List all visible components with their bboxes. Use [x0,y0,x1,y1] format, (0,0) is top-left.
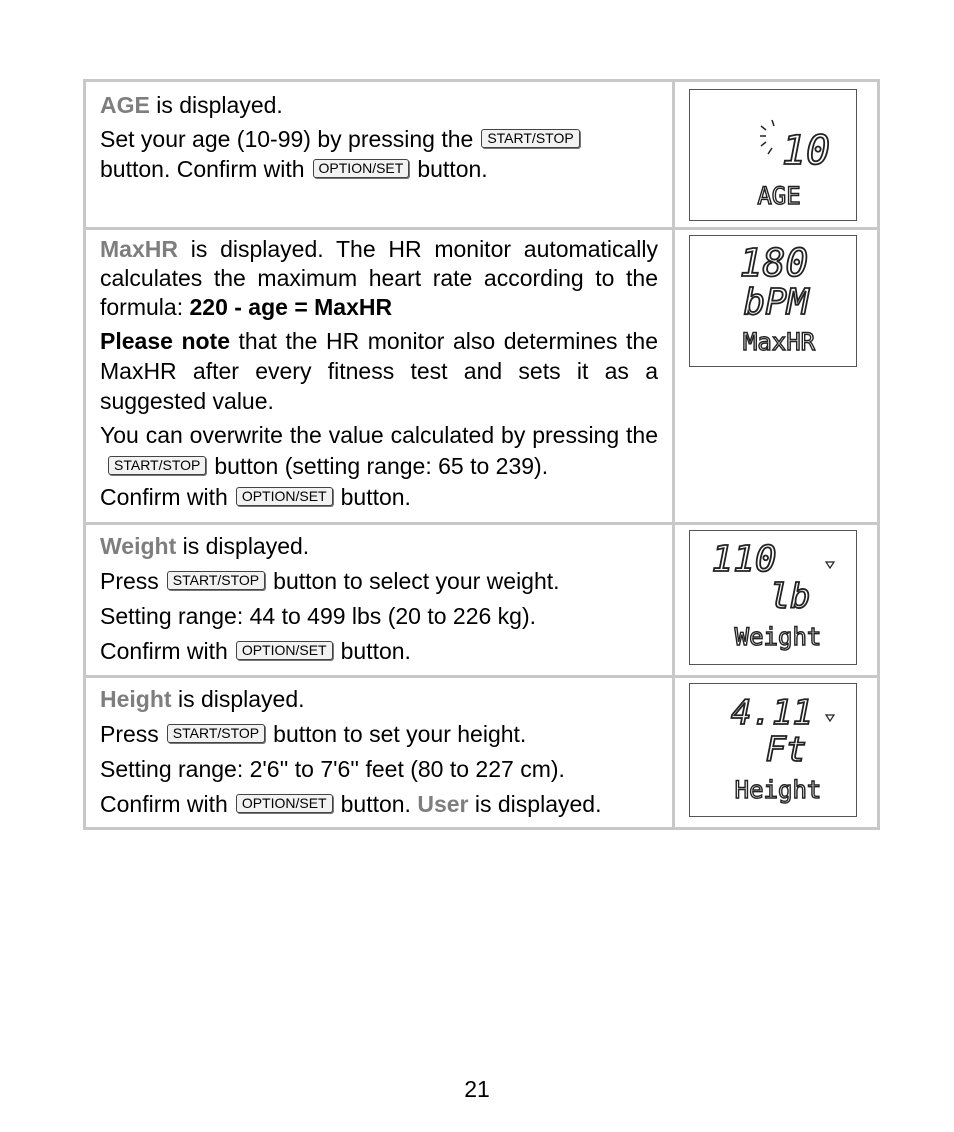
lcd-age-digits: 10 [781,128,831,174]
lcd-age-label: AGE [757,182,801,210]
height-keyword: Height [100,686,172,712]
start-stop-key: START/STOP [167,724,265,743]
user-keyword: User [417,791,469,817]
lcd-maxhr-unit: bPM [743,282,809,323]
row-age [86,82,877,230]
start-stop-key: START/STOP [481,129,579,148]
lcd-age-graphic [690,90,856,220]
row-maxhr [86,230,877,525]
lcd-height-indicator [826,715,834,721]
start-stop-key: START/STOP [108,456,206,475]
height-text: Height is displayed. Press START/STOP button to set your height. Setting range: 2'6'' to 7'6'' feet (80 to 227 cm). Confirm with OPTION/SET button. User is displayed. [86,678,675,827]
maxhr-text: MaxHR is displayed. The HR monitor automatically calculates the maximum heart rate according to the formula: 220 - age = MaxHR Please note that the HR monitor also determines the MaxHR after every fitness test and sets it as a suggested value. You can overwrite the value calculated by pressing theSTART/STOP button (setting range: 65 to 239). Confirm with OPTION/SET button. [86,230,675,522]
row-height [86,678,877,827]
age-keyword: AGE [100,92,150,118]
maxhr-keyword: MaxHR [100,236,178,262]
option-set-key: OPTION/SET [236,487,333,506]
lcd-weight-label: Weight [734,623,822,651]
lcd-height-label: Height [734,776,822,804]
maxhr-formula: 220 - age = MaxHR [189,294,393,320]
lcd-height-digits: 4.11 [731,693,813,733]
page-number: 21 [464,1076,490,1102]
lcd-weight-digits: 110 [711,539,777,580]
weight-text: Weight is displayed. Press START/STOP button to select your weight. Setting range: 44 to 499 lbs (20 to 226 kg). Confirm with OPTION/SET button. [86,525,675,675]
lcd-maxhr-graphic [690,236,856,366]
lcd-weight-indicator [826,562,834,568]
lcd-maxhr-display [689,235,857,367]
lcd-height-display [689,683,857,817]
lcd-maxhr-digits: 180 [739,241,809,285]
height-range: Setting range: 2'6'' to 7'6'' feet (80 to 227 cm). [100,756,565,782]
lcd-height-unit: Ft [765,730,807,770]
instruction-table [83,79,880,830]
lcd-age-display [689,89,857,221]
lcd-height-graphic [690,684,856,816]
start-stop-key: START/STOP [167,571,265,590]
age-text: AGE is displayed. Set your age (10-99) by pressing the START/STOP button. Confirm with OPTION/SET button. [86,82,675,227]
lcd-weight-graphic [690,531,856,664]
weight-range: Setting range: 44 to 499 lbs (20 to 226 kg). [100,603,537,629]
weight-keyword: Weight [100,533,177,559]
option-set-key: OPTION/SET [313,159,410,178]
lcd-weight-display [689,530,857,665]
option-set-key: OPTION/SET [236,794,333,813]
lcd-maxhr-label: MaxHR [742,328,816,356]
row-weight [86,525,877,678]
lcd-weight-unit: lb [769,577,811,617]
option-set-key: OPTION/SET [236,641,333,660]
